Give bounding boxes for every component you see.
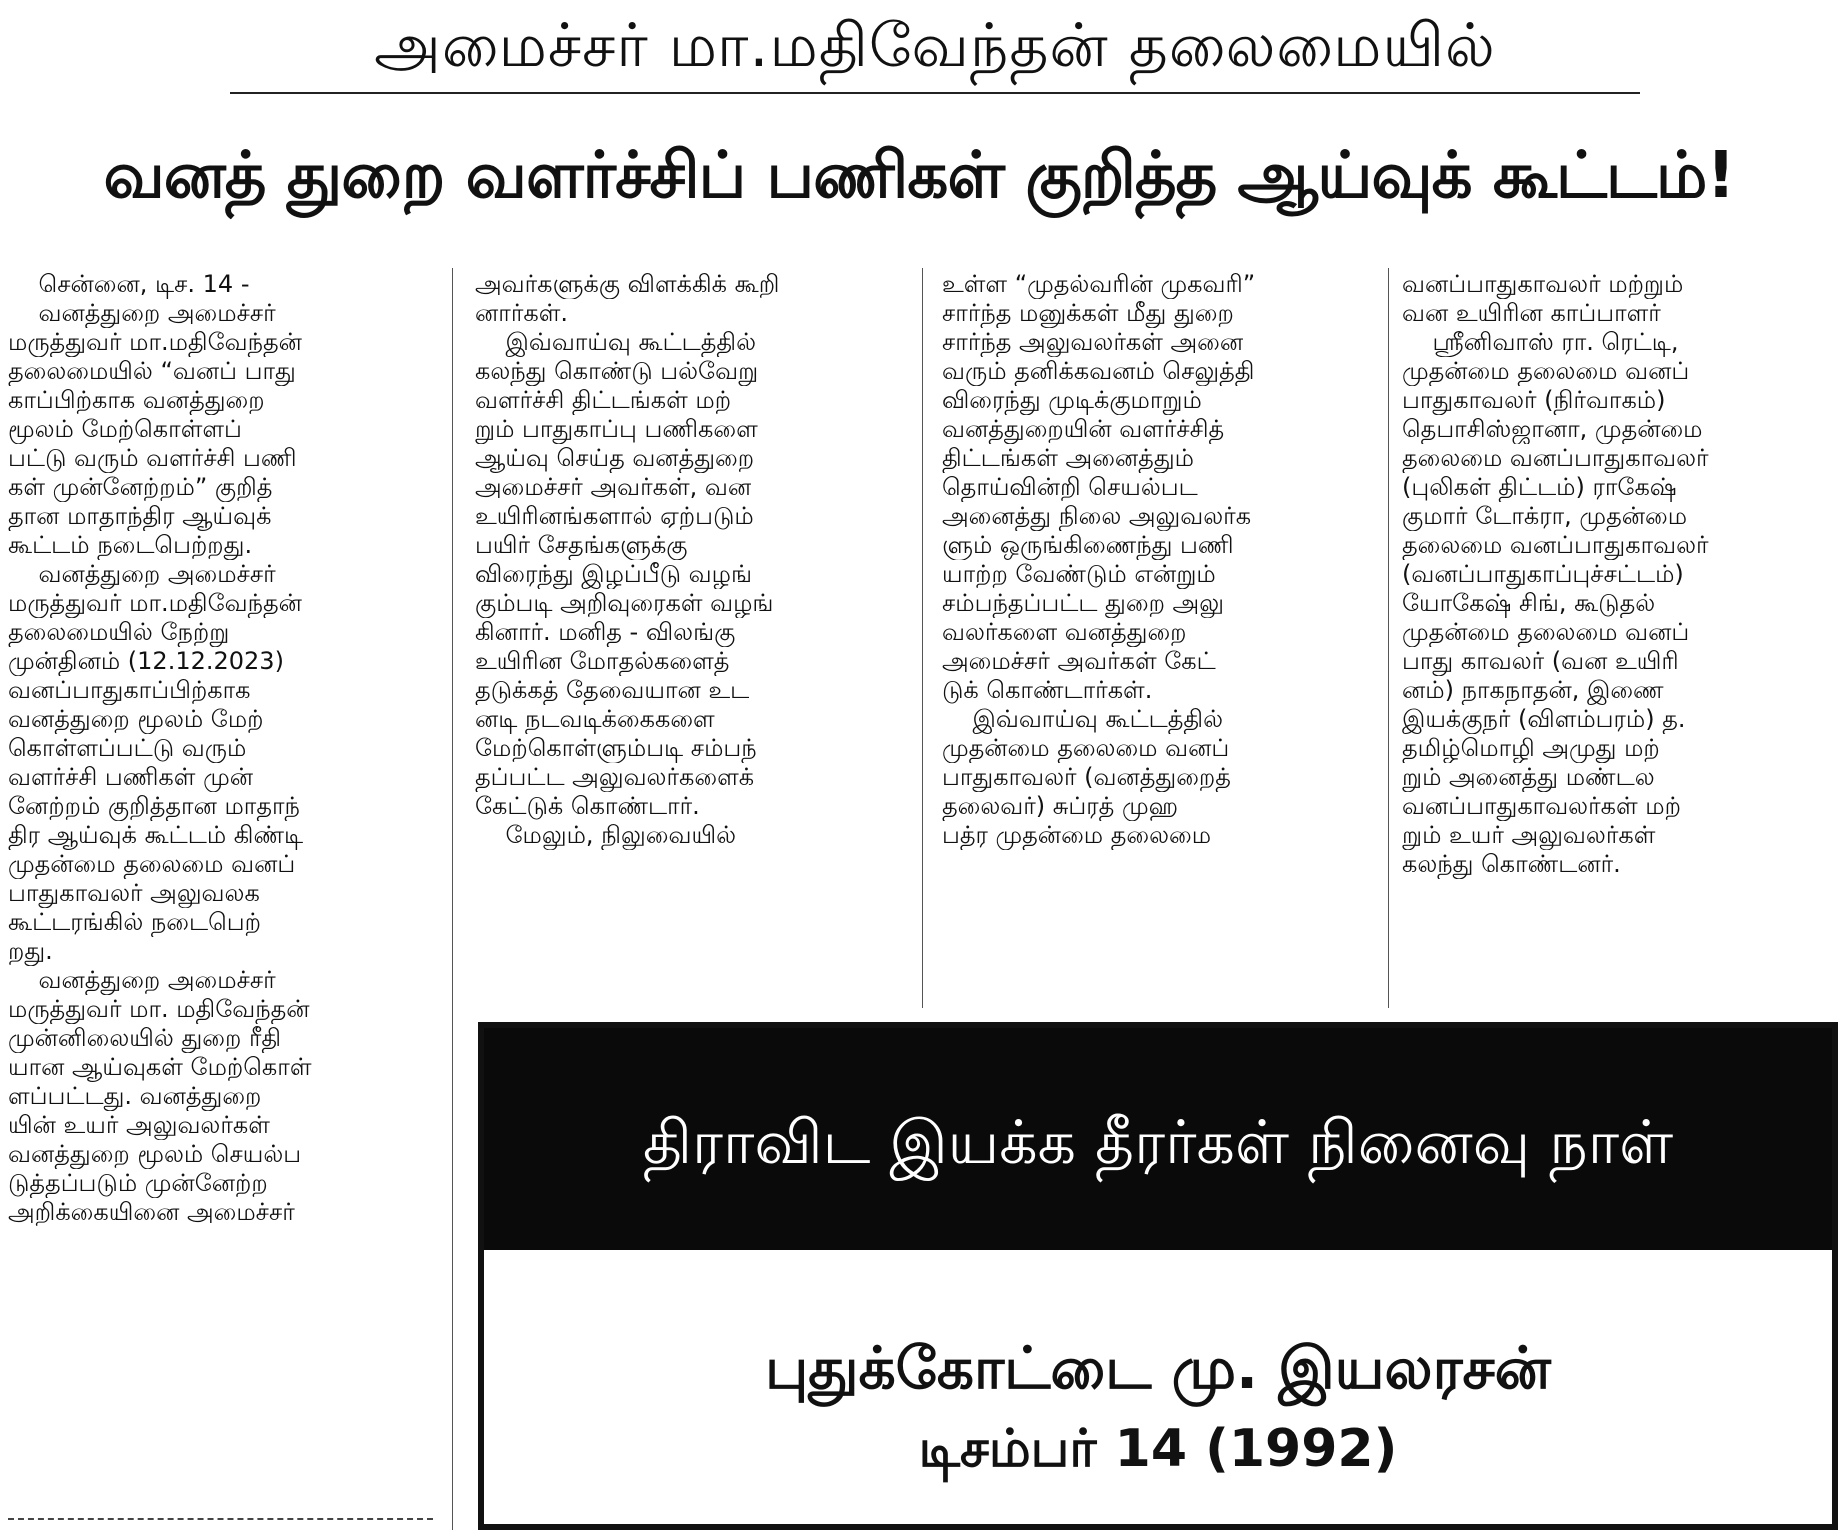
- article-line: அறிக்கையினை அமைச்சர்: [8, 1198, 295, 1226]
- article-line: விரைந்து முடிக்குமாறும்: [942, 386, 1202, 414]
- article-line: அவர்களுக்கு விளக்கிக் கூறி: [475, 270, 780, 298]
- column-divider: [922, 268, 923, 1008]
- article-line: (புலிகள் திட்டம்) ராகேஷ்: [1402, 473, 1677, 501]
- article-line: தலைமையில் நேற்று: [8, 618, 230, 646]
- article-line: வளர்ச்சி பணிகள் முன்: [8, 763, 253, 791]
- article-line: டுத்தப்படும் முன்னேற்ற: [8, 1169, 268, 1197]
- article-line: பாது காவலர் (வன உயிரி: [1402, 647, 1679, 675]
- article-line: வனத்துறை அமைச்சர்: [8, 299, 276, 327]
- article-line: தமிழ்மொழி அமுது மற்: [1402, 734, 1660, 762]
- article-line: றும் உயர் அலுவலர்கள்: [1402, 821, 1656, 849]
- article-line: வளர்ச்சி திட்டங்கள் மற்: [475, 386, 732, 414]
- article-line: முதன்மை தலைமை வனப்: [1402, 357, 1690, 385]
- article-line: ஸ்ரீனிவாஸ் ரா. ரெட்டி,: [1402, 328, 1679, 356]
- article-line: முதன்மை தலைமை வனப்: [8, 850, 296, 878]
- article-line: ஆய்வு செய்த வனத்துறை: [475, 444, 755, 472]
- article-line: வனத்துறை அமைச்சர்: [8, 560, 276, 588]
- memorial-box: [478, 1022, 1838, 1530]
- column-divider: [1388, 268, 1389, 1008]
- article-line: தான மாதாந்திர ஆய்வுக்: [8, 502, 272, 530]
- article-line: தலைமையில் “வனப் பாது: [8, 357, 296, 385]
- article-line: வனத்துறையின் வளர்ச்சித்: [942, 415, 1225, 443]
- article-line: கூட்டரங்கில் நடைபெற்: [8, 908, 261, 936]
- article-line: யாற்ற வேண்டும் என்றும்: [942, 560, 1216, 588]
- article-line: மருத்துவர் மா.மதிவேந்தன்: [8, 589, 302, 617]
- article-line: பயிர் சேதங்களுக்கு: [475, 531, 688, 559]
- article-line: வனத்துறை மூலம் செயல்ப: [8, 1140, 302, 1168]
- memorial-date: டிசம்பர் 14 (1992): [918, 1419, 1398, 1479]
- article-line: ளும் ஒருங்கிணைந்து பணி: [942, 531, 1234, 559]
- article-line: தலைமை வனப்பாதுகாவலர்: [1402, 444, 1709, 472]
- article-line: யின் உயர் அலுவலர்கள்: [8, 1111, 270, 1139]
- article-line: சார்ந்த மனுக்கள் மீது துறை: [942, 299, 1234, 327]
- article-column-3: [942, 270, 1372, 850]
- article-line: கொள்ளப்பட்டு வரும்: [8, 734, 247, 762]
- article-line: மேற்கொள்ளும்படி சம்பந்: [475, 734, 757, 762]
- article-line: யான ஆய்வுகள் மேற்கொள்: [8, 1053, 312, 1081]
- article-line: னார்கள்.: [475, 299, 568, 327]
- article-line: சம்பந்தப்பட்ட துறை அலு: [942, 589, 1224, 617]
- article-line: வன உயிரின காப்பாளர்: [1402, 299, 1661, 327]
- article-line: முதன்மை தலைமை வனப்: [1402, 618, 1690, 646]
- article-line: சென்னை, டிச. 14 -: [8, 270, 250, 298]
- article-line: மூலம் மேற்கொள்ளப்: [8, 415, 242, 443]
- article-line: அமைச்சர் அவர்கள், வன: [475, 473, 752, 501]
- article-line: திர ஆய்வுக் கூட்டம் கிண்டி: [8, 821, 304, 849]
- article-line: வரும் தனிக்கவனம் செலுத்தி: [942, 357, 1255, 385]
- article-line: கினார். மனித - விலங்கு: [475, 618, 736, 646]
- article-line: சார்ந்த அலுவலர்கள் அனை: [942, 328, 1244, 356]
- article-line: வனப்பாதுகாவலர் மற்றும்: [1402, 270, 1684, 298]
- article-line: றும் பாதுகாப்பு பணிகளை: [475, 415, 758, 443]
- article-line: அமைச்சர் அவர்கள் கேட்: [942, 647, 1216, 675]
- article-line: இயக்குநர் (விளம்பரம்) த.: [1402, 705, 1686, 733]
- article-line: தெபாசிஸ்ஜானா, முதன்மை: [1402, 415, 1703, 443]
- article-line: குமார் டோக்ரா, முதன்மை: [1402, 502, 1688, 530]
- article-line: பத்ர முதன்மை தலைமை: [942, 821, 1212, 849]
- article-line: இவ்வாய்வு கூட்டத்தில்: [475, 328, 757, 356]
- article-line: றது.: [8, 937, 53, 965]
- article-line: மருத்துவர் மா. மதிவேந்தன்: [8, 995, 310, 1023]
- memorial-title-band: [484, 1028, 1832, 1250]
- article-line: கும்படி அறிவுரைகள் வழங்: [475, 589, 774, 617]
- article-line: முதன்மை தலைமை வனப்: [942, 734, 1230, 762]
- article-line: (வனப்பாதுகாப்புச்சட்டம்): [1402, 560, 1684, 588]
- article-line: வனத்துறை மூலம் மேற்: [8, 705, 264, 733]
- article-line: இவ்வாய்வு கூட்டத்தில்: [942, 705, 1224, 733]
- article-line: பாதுகாவலர் அலுவலக: [8, 879, 260, 907]
- article-line: தொய்வின்றி செயல்பட: [942, 473, 1198, 501]
- article-line: டுக் கொண்டார்கள்.: [942, 676, 1153, 704]
- article-line: கலந்து கொண்டனர்.: [1402, 850, 1621, 878]
- memorial-title: திராவிட இயக்க தீரர்கள் நினைவு நாள்: [642, 1108, 1674, 1178]
- column-divider: [452, 268, 453, 1530]
- article-line: உயிரினங்களால் ஏற்படும்: [475, 502, 754, 530]
- article-line: பாதுகாவலர் (வனத்துறைத்: [942, 763, 1231, 791]
- article-line: னம்) நாகநாதன், இணை: [1402, 676, 1664, 704]
- article-line: கேட்டுக் கொண்டார்.: [475, 792, 700, 820]
- article-line: பட்டு வரும் வளர்ச்சி பணி: [8, 444, 297, 472]
- article-line: மேலும், நிலுவையில்: [475, 821, 736, 849]
- article-line: மருத்துவர் மா.மதிவேந்தன்: [8, 328, 302, 356]
- article-line: வனப்பாதுகாவலர்கள் மற்: [1402, 792, 1681, 820]
- article-line: யோகேஷ் சிங், கூடுதல்: [1402, 589, 1656, 617]
- article-line: முன்னிலையில் துறை ரீதி: [8, 1024, 281, 1052]
- article-line: ளப்பட்டது. வனத்துறை: [8, 1082, 262, 1110]
- article-line: உயிரின மோதல்களைத்: [475, 647, 730, 675]
- article-line: னேற்றம் குறித்தான மாதாந்: [8, 792, 300, 820]
- article-line: பாதுகாவலர் (நிர்வாகம்): [1402, 386, 1666, 414]
- main-headline: வனத் துறை வளர்ச்சிப் பணிகள் குறித்த ஆய்வுக் கூட்டம்!: [103, 139, 1735, 213]
- kicker-headline: அமைச்சர் மா.மதிவேந்தன் தலைமையில்: [374, 11, 1496, 81]
- article-line: திட்டங்கள் அனைத்தும்: [942, 444, 1194, 472]
- article-column-1: [8, 270, 433, 1227]
- article-column-4: [1402, 270, 1834, 879]
- article-line: னடி நடவடிக்கைகளை: [475, 705, 715, 733]
- article-line: வலர்களை வனத்துறை: [942, 618, 1187, 646]
- article-line: தலைமை வனப்பாதுகாவலர்: [1402, 531, 1709, 559]
- article-line: கூட்டம் நடைபெற்றது.: [8, 531, 253, 559]
- column-end-rule: [8, 1518, 433, 1520]
- article-line: றும் அனைத்து மண்டல: [1402, 763, 1655, 791]
- article-line: வனத்துறை அமைச்சர்: [8, 966, 276, 994]
- article-column-2: [475, 270, 905, 850]
- article-line: கலந்து கொண்டு பல்வேறு: [475, 357, 759, 385]
- article-line: விரைந்து இழப்பீடு வழங்: [475, 560, 752, 588]
- article-line: கள் முன்னேற்றம்” குறித்: [8, 473, 273, 501]
- article-line: தலைவர்) சுப்ரத் முஹ: [942, 792, 1179, 820]
- article-line: முன்தினம் (12.12.2023): [8, 647, 284, 675]
- article-line: காப்பிற்காக வனத்துறை: [8, 386, 265, 414]
- article-line: உள்ள “முதல்வரின் முகவரி”: [942, 270, 1256, 298]
- article-line: தடுக்கத் தேவையான உட: [475, 676, 750, 704]
- kicker-divider: [230, 92, 1640, 94]
- article-line: தப்பட்ட அலுவலர்களைக்: [475, 763, 755, 791]
- article-line: அனைத்து நிலை அலுவலர்க: [942, 502, 1252, 530]
- memorial-person-name: புதுக்கோட்டை மு. இயலரசன்: [765, 1334, 1551, 1402]
- article-line: வனப்பாதுகாப்பிற்காக: [8, 676, 251, 704]
